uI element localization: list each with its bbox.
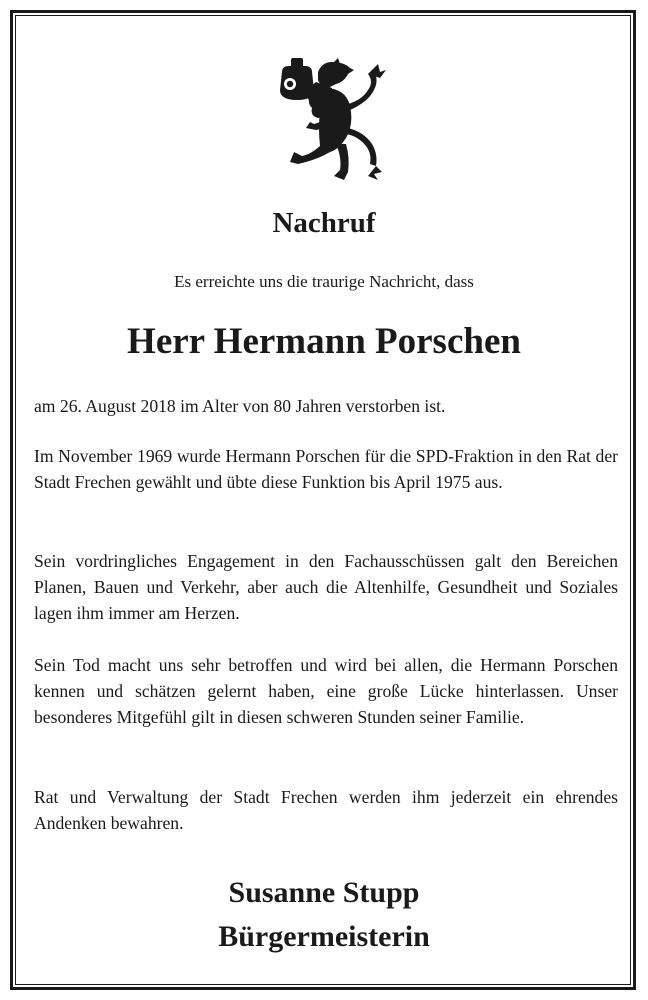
death-date-paragraph: am 26. August 2018 im Alter von 80 Jahren verstorben ist. [34, 396, 446, 416]
condolence-paragraph: Sein Tod macht uns sehr betroffen und wird bei allen, die Hermann Porschen kennen und schätzen gelernt haben, eine große Lücke hinterlassen. Unser besonderes Mitgefühl gilt in diesen schweren Stunden seiner Familie. [34, 655, 618, 727]
signer-title: Bürgermeisterin [218, 920, 430, 953]
remembrance-paragraph: Rat und Verwaltung der Stadt Frechen werden ihm jederzeit ein ehrendes Andenken bewahren. [34, 787, 618, 833]
heraldic-lion-icon [272, 58, 392, 182]
deceased-name: Herr Hermann Porschen [127, 321, 521, 362]
signer-name: Susanne Stupp [228, 876, 420, 909]
notice-title: Nachruf [272, 207, 376, 239]
engagement-paragraph: Sein vordringliches Engagement in den Fachausschüssen galt den Bereichen Planen, Bauen und Verkehr, aber auch die Altenhilfe, Gesundheit und Soziales lagen ihm immer am Herzen. [34, 551, 618, 623]
intro-line: Es erreichte uns die traurige Nachricht, dass [174, 272, 474, 291]
council-membership-paragraph: Im November 1969 wurde Hermann Porschen für die SPD-Fraktion in den Rat der Stadt Frechen gewählt und übte diese Funktion bis April 1975 aus. [34, 446, 618, 492]
